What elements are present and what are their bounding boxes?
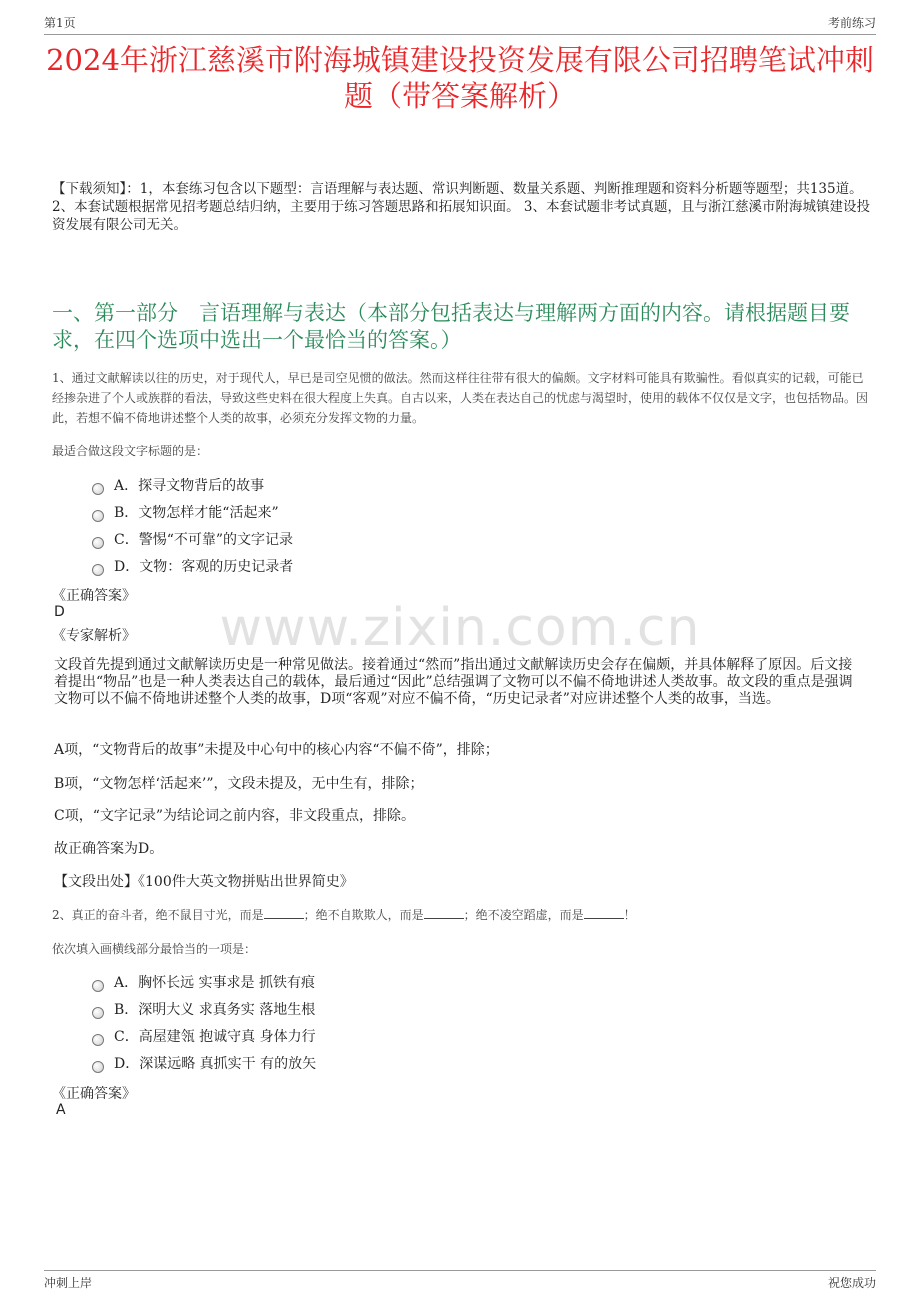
option-label: C．高屋建瓴 抱诚守真 身体力行 — [114, 1029, 316, 1045]
radio-icon[interactable] — [92, 483, 104, 495]
q2-answer-label: 《正确答案》 — [52, 1086, 136, 1102]
radio-icon[interactable] — [92, 980, 104, 992]
q2-option-a[interactable] — [92, 973, 315, 993]
q1-option-d[interactable] — [92, 557, 293, 577]
radio-icon[interactable] — [92, 510, 104, 522]
q2-text-part: 2、真正的奋斗者，绝不鼠目寸光，而是 — [52, 908, 264, 922]
q2-option-b[interactable] — [92, 1000, 315, 1020]
page-header — [44, 14, 876, 35]
radio-icon[interactable] — [92, 1034, 104, 1046]
footer-left: 冲刺上岸 — [44, 1276, 93, 1290]
document-title: 2024年浙江慈溪市附海城镇建设投资发展有限公司招聘笔试冲刺题（带答案解析） — [46, 43, 874, 113]
question-2-text — [52, 905, 872, 925]
q1-option-c[interactable] — [92, 530, 293, 550]
option-label: A．探寻文物背后的故事 — [114, 478, 265, 494]
q2-text-part: ！ — [623, 908, 636, 922]
radio-icon[interactable] — [92, 1007, 104, 1019]
option-label: C．警惕“不可靠”的文字记录 — [114, 532, 294, 548]
q1-analysis-paragraph: 文段首先提到通过文献解读历史是一种常见做法。接着通过“然而”指出通过文献解读历史会存在偏颇，并具体解释了原因。后文接着提出“物品”也是一种人类表达自己的载体，最后通过“因此”总结强调了文物可以不偏不倚地讲述人类故事。故文段的重点是强调文物可以不偏不倚地讲述整个人类的故事，D项“客观”对应不偏不倚，“历史记录者”对应讲述整个人类的故事，当选。 — [54, 657, 853, 707]
q2-text-part: ；绝不凌空蹈虚，而是 — [463, 908, 584, 922]
q1-option-a[interactable] — [92, 476, 264, 496]
option-label: A．胸怀长远 实事求是 抓铁有痕 — [114, 975, 316, 991]
q1-analysis-b: B项，“文物怎样‘活起来’”，文段未提及，无中生有，排除； — [54, 776, 424, 792]
page-footer — [44, 1270, 876, 1291]
radio-icon[interactable] — [92, 1061, 104, 1073]
q1-answer: D — [54, 604, 65, 620]
option-label: D．深谋远略 真抓实干 有的放矢 — [114, 1056, 317, 1072]
fill-blank — [424, 907, 464, 919]
q1-source: 【文段出处】《100件大英文物拼贴出世界简史》 — [54, 874, 354, 890]
q2-answer: A — [56, 1102, 66, 1118]
question-1-prompt: 最适合做这段文字标题的是： — [52, 444, 209, 458]
option-label: B．深明大义 求真务实 落地生根 — [114, 1002, 316, 1018]
watermark: www.zixin.com.cn — [219, 598, 701, 658]
q1-analysis-c: C项，“文字记录”为结论词之前内容，非文段重点，排除。 — [54, 808, 416, 824]
q2-option-d[interactable] — [92, 1054, 316, 1074]
fill-blank — [264, 907, 304, 919]
q1-analysis-a: A项，“文物背后的故事”未提及中心句中的核心内容“不偏不倚”，排除； — [54, 742, 499, 758]
q1-analysis-conclusion: 故正确答案为D。 — [54, 841, 164, 857]
section-heading: 一、第一部分 言语理解与表达（本部分包括表达与理解两方面的内容。请根据题目要求，在四个选项中选出一个最恰当的答案。） — [52, 301, 850, 352]
q2-text-part: ；绝不自欺欺人，而是 — [303, 908, 424, 922]
option-label: D．文物：客观的历史记录者 — [114, 559, 294, 575]
q1-option-b[interactable] — [92, 503, 279, 523]
option-label: B．文物怎样才能“活起来” — [114, 505, 279, 521]
q1-analysis-label: 《专家解析》 — [52, 628, 136, 644]
question-2-prompt: 依次填入画横线部分最恰当的一项是： — [52, 942, 257, 956]
download-notice: 【下载须知】：1，本套练习包含以下题型：言语理解与表达题、常识判断题、数量关系题、判断推理题和资料分析题等题型；共135道。 2、本套试题根据常见招考题总结归纳，主要用于练习答题思路和拓展知识面。 3、本套试题非考试真题，且与浙江慈溪市附海城镇建设投资发展有限公司无关。 — [52, 181, 870, 233]
radio-icon[interactable] — [92, 564, 104, 576]
header-tag: 考前练习 — [827, 16, 876, 30]
q1-answer-label: 《正确答案》 — [52, 588, 136, 604]
page-number: 第1页 — [44, 16, 76, 30]
fill-blank — [584, 907, 624, 919]
q2-option-c[interactable] — [92, 1027, 316, 1047]
question-1-text: 1、通过文献解读以往的历史，对于现代人，早已是司空见惯的做法。然而这样往往带有很大的偏颇。文字材料可能具有欺骗性。看似真实的记载，可能已经掺杂进了个人或族群的看法，导致这些史料在很大程度上失真。自古以来，人类在表达自己的忧虑与渴望时，使用的载体不仅仅是文字，也包括物品。因此，若想不偏不倚地讲述整个人类的故事，必须充分发挥文物的力量。 — [52, 371, 869, 425]
radio-icon[interactable] — [92, 537, 104, 549]
footer-right: 祝您成功 — [827, 1276, 876, 1290]
